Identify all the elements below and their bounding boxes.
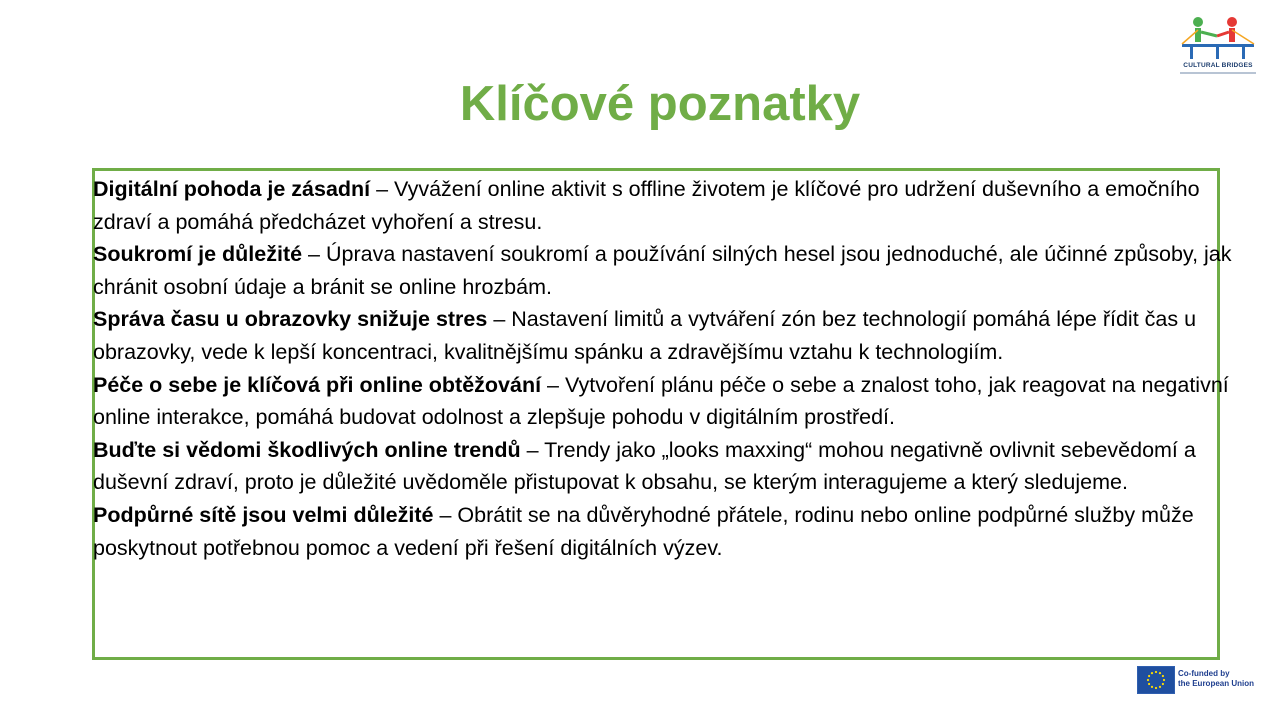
bridge-figures-icon (1172, 14, 1264, 62)
key-point (93, 303, 1233, 368)
key-points-list (93, 173, 1233, 564)
key-point-heading: Digitální pohoda je zásadní (93, 177, 371, 201)
key-point-separator: – (302, 242, 326, 267)
eu-flag-icon (1137, 666, 1175, 694)
key-point-body: Obrátit se na důvěryhodné přátele, rodinu nebo online podpůrné služby může poskytnout potřebnou pomoc a vedení při řešení digitálních výzev. (93, 502, 1194, 560)
key-point (93, 173, 1233, 238)
key-point-body: Vyvážení online aktivit s offline životem je klíčové pro udržení duševního a emočního zdraví a pomáhá předcházet vyhoření a stresu. (93, 177, 1200, 234)
key-point (93, 499, 1233, 564)
logo-title: CULTURAL BRIDGES (1183, 62, 1253, 69)
key-point (93, 238, 1233, 303)
key-point-body: Nastavení limitů a vytváření zón bez technologií pomáhá lépe řídit čas u obrazovky, vede k lepší koncentraci, kvalitnějšímu spánku a zdravějšímu vztahu k technologiím. (93, 307, 1197, 364)
logo-tagline-line (1180, 72, 1256, 74)
slide-title: Klíčové poznatky (459, 77, 861, 131)
key-point-body: Úprava nastavení soukromí a používání silných hesel jsou jednoduché, ale účinné způsoby, jak chránit osobní údaje a bránit se online hrozbám. (93, 242, 1232, 299)
key-point-separator: – (370, 177, 395, 201)
key-point-heading: Soukromí je důležité (93, 242, 303, 267)
eu-cofunded-text (1178, 669, 1278, 689)
key-point-separator: – (487, 307, 512, 332)
key-point-heading: Podpůrné sítě jsou velmi důležité (93, 502, 434, 527)
eu-line-1: Co-funded by (1178, 669, 1230, 678)
key-point-body: Trendy jako „looks maxxing“ mohou negativně ovlivnit sebevědomí a duševní zdraví, proto je důležité uvědoměle přistupovat k obsahu, se kterým interagujeme a který sledujeme. (93, 437, 1196, 495)
key-point (93, 434, 1233, 499)
key-point (93, 369, 1233, 434)
eu-line-2: the European Union (1178, 679, 1254, 688)
cultural-bridges-logo (1172, 14, 1264, 80)
key-point-separator: – (520, 437, 545, 462)
key-point-heading: Péče o sebe je klíčová při online obtěžování (93, 372, 542, 397)
key-point-body: Vytvoření plánu péče o sebe a znalost toho, jak reagovat na negativní online interakce, pomáhá budovat odolnost a zlepšuje pohodu v digitálním prostředí. (93, 372, 1229, 430)
key-point-heading: Správa času u obrazovky snižuje stres (93, 307, 488, 332)
eu-cofunded-badge (1137, 666, 1277, 694)
key-point-heading: Buďte si vědomi škodlivých online trendů (93, 437, 521, 462)
key-point-separator: – (433, 502, 458, 527)
key-point-separator: – (541, 372, 565, 397)
